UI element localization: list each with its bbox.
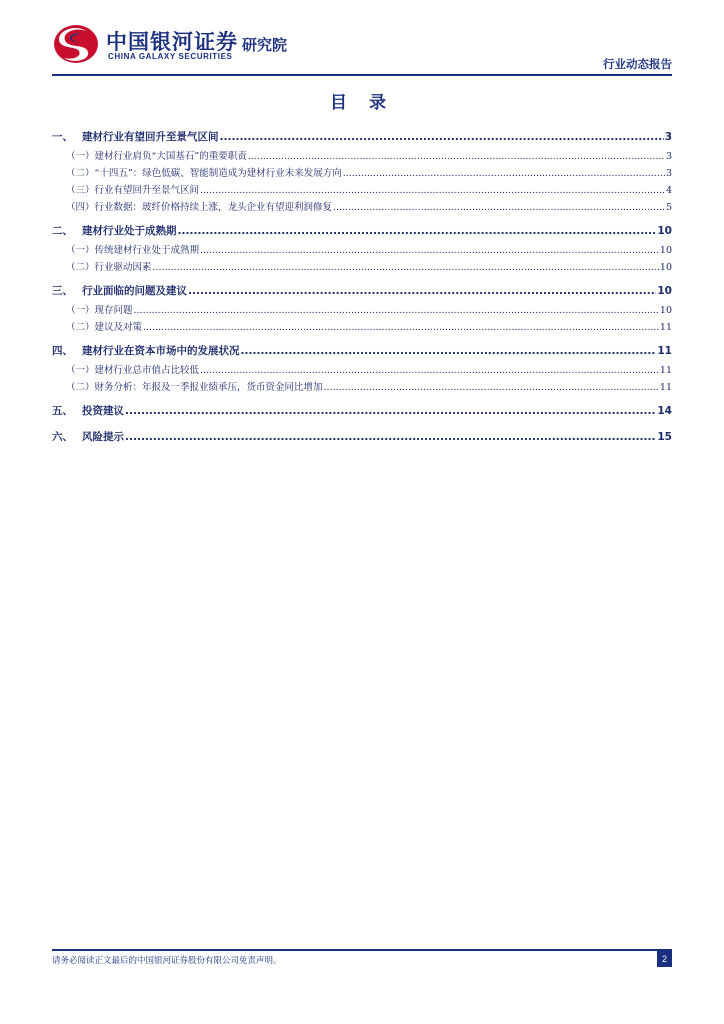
- toc-subsection-entry[interactable]: [52, 242, 672, 259]
- toc-subsection-page: 3: [665, 168, 672, 179]
- report-type-label: 行业动态报告: [603, 57, 672, 71]
- toc-section-number: 五、: [52, 405, 73, 417]
- toc-section-entry[interactable]: [52, 280, 672, 302]
- toc-leader-dots: [333, 199, 665, 216]
- toc-leader-dots: [200, 242, 659, 259]
- toc-leader-dots: [188, 280, 656, 302]
- toc-subsection-label: （一）传统建材行业处于成熟期: [66, 245, 200, 256]
- toc-subsection-entry[interactable]: [52, 379, 672, 396]
- toc-leader-dots: [200, 362, 659, 379]
- toc-section-page: 10: [657, 225, 672, 237]
- toc-section-entry[interactable]: [52, 400, 672, 422]
- galaxy-logo-icon: [52, 22, 100, 66]
- toc-subsection-label: （一）建材行业总市值占比较低: [66, 365, 200, 376]
- toc-subsection-entry[interactable]: [52, 259, 672, 276]
- toc-leader-dots: [200, 182, 665, 199]
- toc-subsection-entry[interactable]: [52, 182, 672, 199]
- toc-leader-dots: [125, 426, 656, 448]
- toc-leader-dots: [241, 340, 657, 362]
- toc-section-label: 风险提示: [82, 431, 124, 443]
- toc-subsection-entry[interactable]: [52, 165, 672, 182]
- toc-section-number: 六、: [52, 431, 73, 443]
- toc-section-number: 四、: [52, 345, 73, 357]
- toc-section-page: 15: [657, 431, 672, 443]
- toc-section-entry[interactable]: [52, 220, 672, 242]
- toc-subsection-label: （二）建议及对策: [66, 322, 143, 333]
- toc-section-number: 二、: [52, 225, 73, 237]
- toc-subsection-entry[interactable]: [52, 199, 672, 216]
- toc-leader-dots: [178, 220, 657, 242]
- toc-subsection-label: （三）行业有望回升至景气区间: [66, 185, 200, 196]
- brand-name-en: CHINA GALAXY SECURITIES: [108, 52, 233, 61]
- institute-label: 研究院: [242, 36, 288, 54]
- toc-subsection-page: 10: [659, 262, 672, 273]
- toc-section-label: 建材行业在资本市场中的发展状况: [82, 345, 240, 357]
- toc-section-label: 投资建议: [82, 405, 124, 417]
- toc-section-entry[interactable]: [52, 126, 672, 148]
- toc-subsection-page: 11: [659, 382, 672, 393]
- toc-leader-dots: [153, 259, 659, 276]
- toc-subsection-label: （一）现存问题: [66, 305, 133, 316]
- toc-subsection-page: 11: [659, 322, 672, 333]
- toc-leader-dots: [248, 148, 665, 165]
- toc-subsection-label: （二）财务分析：年报及一季报业绩承压，货币资金同比增加: [66, 382, 323, 393]
- toc-subsection-page: 11: [659, 365, 672, 376]
- toc-section-entry[interactable]: [52, 426, 672, 448]
- toc-subsection-page: 5: [665, 202, 672, 213]
- toc-subsection-page: 10: [659, 245, 672, 256]
- toc-subsection-page: 4: [665, 185, 672, 196]
- toc-subsection-page: 3: [665, 151, 672, 162]
- toc-leader-dots: [143, 319, 659, 336]
- toc-subsection-label: （四）行业数据：玻纤价格持续上涨，龙头企业有望迎利润修复: [66, 202, 333, 213]
- header-divider: [52, 74, 672, 76]
- toc-leader-dots: [220, 126, 664, 148]
- toc-subsection-label: （二）行业驱动因素: [66, 262, 152, 273]
- page-header: [0, 0, 724, 80]
- footer-divider: [52, 949, 672, 951]
- toc-subsection-page: 10: [659, 305, 672, 316]
- toc-subsection-label: （一）建材行业肩负“大国基石”的重要职责: [66, 151, 247, 162]
- toc-subsection-entry[interactable]: [52, 362, 672, 379]
- page-number-badge: 2: [657, 951, 672, 967]
- toc-section-page: 11: [657, 345, 672, 357]
- footer-disclaimer: 请务必阅读正文最后的中国银河证券股份有限公司免责声明。: [52, 956, 282, 966]
- brand-name-cn: 中国银河证券: [106, 30, 238, 54]
- toc-section-page: 10: [657, 285, 672, 297]
- toc-subsection-entry[interactable]: [52, 148, 672, 165]
- toc-section-number: 一、: [52, 131, 73, 143]
- toc-title: 目 录: [330, 93, 394, 113]
- toc-subsection-entry[interactable]: [52, 319, 672, 336]
- toc-section-label: 建材行业有望回升至景气区间: [82, 131, 219, 143]
- toc-leader-dots: [343, 165, 665, 182]
- toc-section-number: 三、: [52, 285, 73, 297]
- toc-section-label: 建材行业处于成熟期: [82, 225, 177, 237]
- toc-section-label: 行业面临的问题及建议: [82, 285, 187, 297]
- toc-subsection-label: （二）“十四五”：绿色低碳、智能制造成为建材行业未来发展方向: [66, 168, 342, 179]
- toc-leader-dots: [134, 302, 659, 319]
- toc-leader-dots: [125, 400, 656, 422]
- toc-subsection-entry[interactable]: [52, 302, 672, 319]
- table-of-contents: [52, 126, 672, 448]
- toc-section-page: 3: [664, 131, 672, 143]
- toc-section-page: 14: [657, 405, 672, 417]
- toc-leader-dots: [324, 379, 659, 396]
- toc-section-entry[interactable]: [52, 340, 672, 362]
